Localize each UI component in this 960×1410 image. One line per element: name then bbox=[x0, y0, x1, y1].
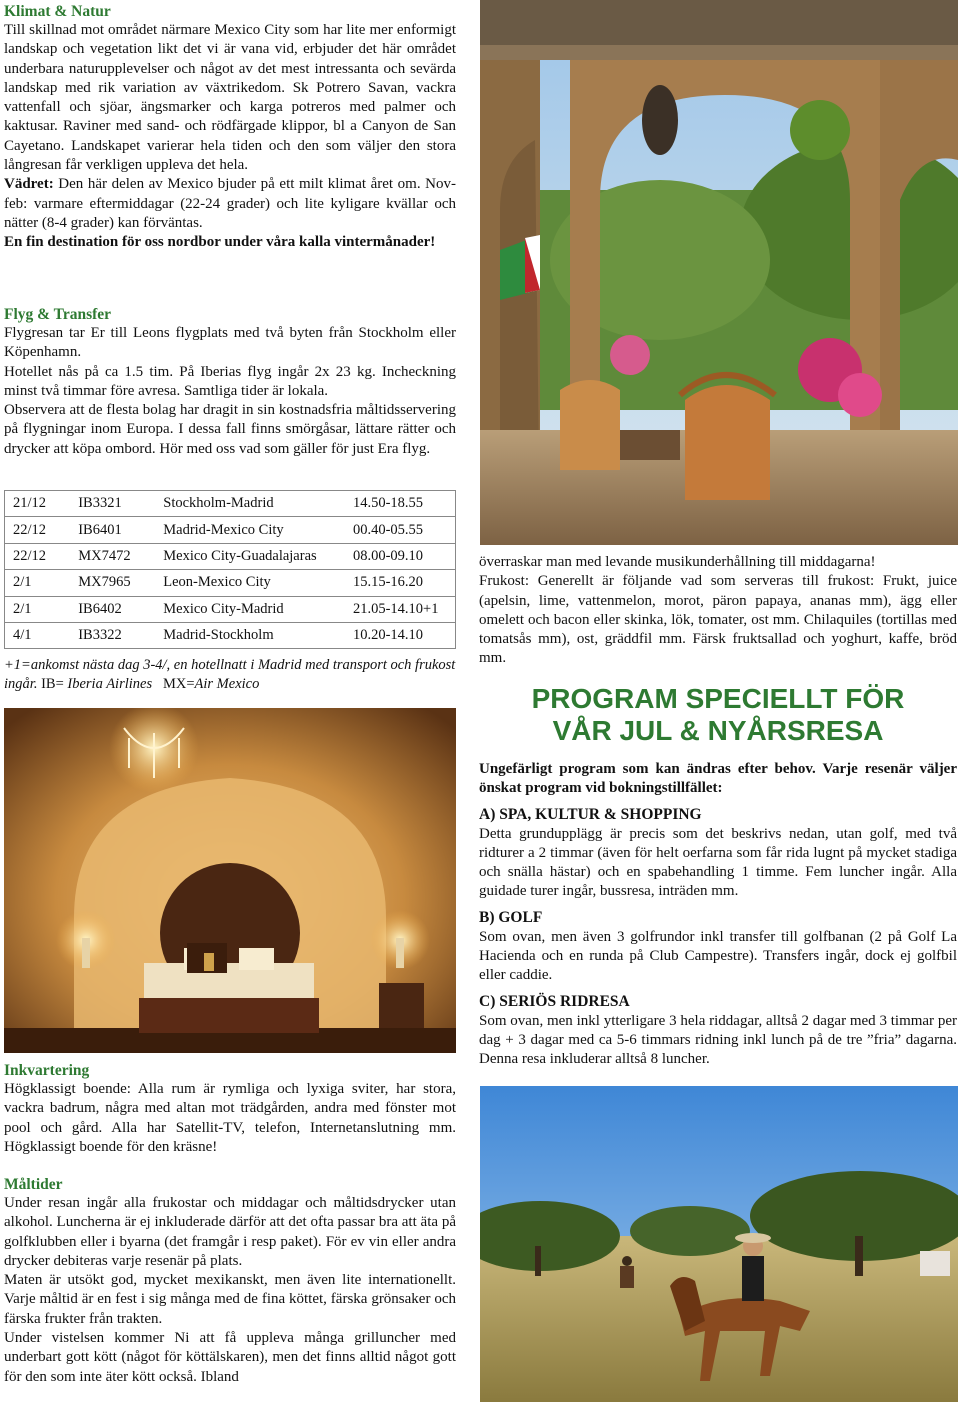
flight-route-cell: Mexico City-Guadalajaras bbox=[155, 543, 345, 569]
flights-p3: Observera att de flesta bolag har dragit in sin kostnadsfria måltidsservering på flygningar inom Europa. I dessa fall finns smörgåsar, lättare rätter och drycker att köpa ombord. Hör med oss vad som gäller för just Era flyg. bbox=[4, 402, 456, 457]
program-intro: Ungefärligt program som kan ändras efter behov. Varje resenär väljer önskat program vid bokningstillfället: bbox=[479, 761, 957, 797]
hotel-room-photo bbox=[4, 708, 456, 1053]
flight-time-cell: 21.05-14.10+1 bbox=[345, 596, 456, 622]
meals-p1: Under resan ingår alla frukostar och middagar och måltidsdrycker utan alkohol. Luncherna är ej inkluderade därför att det ofta passar bra att äta på golfklubben eller i byarna (det framgår i resp paket). För ev vin eller andra drycker debiteras varje resenär på plats. bbox=[4, 1195, 456, 1269]
meals-p3: Under vistelsen kommer Ni att få uppleva många grilluncher med underbart gott kött (något för köttälskaren), men det finns alltid något gott för den som inte äter kött också. Ibland bbox=[4, 1330, 456, 1385]
flight-date-cell: 2/1 bbox=[5, 596, 71, 622]
flight-table bbox=[4, 490, 456, 649]
program-title-line-1: PROGRAM SPECIELLT FÖR bbox=[531, 683, 905, 714]
climate-body: Till skillnad mot området närmare Mexico City som har lite mer enformigt landskap och vegetation likt det vi är vana vid, erbjuder det här området underbara naturupplevelser och något av det mest intressanta och sevärda landskap med rik variation av växtrikedom. Sk Potrero Savan, vackra vattenfall och sjöar, ängsmarker och karga potreros med palmer och kaktusar. Raviner med sand- och rödfärgade klippor, bl a Canyon de San Cayetano. Landskapet varierar hela tiden och den som väljer den stora långresan får verkligen uppleva det hela. bbox=[4, 22, 456, 174]
flight-row bbox=[5, 570, 456, 596]
flight-note-text: +1=ankomst nästa dag 3-4/, en hotellnatt i Madrid med transport och frukost ingår. IB= Iberia Airlines MX=Air Mexico bbox=[4, 657, 456, 693]
flights-p2: Hotellet nås på ca 1.5 tim. På Iberias flyg ingår 2x 23 kg. Incheckning minst två timmar före avresa. Samtliga tider är lokala. bbox=[4, 363, 456, 399]
flight-number-cell: MX7472 bbox=[70, 543, 155, 569]
flight-route-cell: Madrid-Mexico City bbox=[155, 517, 345, 543]
meals-p2: Maten är utsökt god, mycket mexikanskt, men även lite internationellt. Varje måltid är en fest i sig många med de fina köttet, färska grönsaker och färska frukter från trakten. bbox=[4, 1272, 456, 1327]
option-a-heading: A) SPA, KULTUR & SHOPPING bbox=[479, 805, 702, 823]
flight-time-cell: 08.00-09.10 bbox=[345, 543, 456, 569]
option-a-body: Detta grundupplägg är precis som det beskrivs nedan, utan golf, med två ridturer a 2 timmar (även för helt oerfarna som får rida lugnt på mycket stadiga och snälla hästar) och en spabehandling 1 timme. Fem luncher ingår. Alla guidade turer ingår, bussresa, inträden mm. bbox=[479, 825, 957, 900]
weather-label: Vädret: bbox=[4, 176, 54, 193]
flight-row bbox=[5, 622, 456, 648]
climate-section bbox=[4, 2, 456, 253]
flights-p1: Flygresan tar Er till Leons flygplats med två byten från Stockholm eller Köpenhamn. bbox=[4, 325, 456, 361]
meals-heading: Måltider bbox=[4, 1176, 63, 1193]
program-title-line-2: VÅR JUL & NYÅRSRESA bbox=[552, 715, 884, 746]
lodging-body: Högklassigt boende: Alla rum är rymliga och lyxiga sviter, har stora, vackra badrum, några med altan mot trädgården, andra med fönster mot pool och gård. Alla har Satellit-TV, telefon, Internetanslutning mm. Högklassigt boende för den kräsne! bbox=[4, 1081, 456, 1155]
program-title-block bbox=[479, 683, 957, 747]
hacienda-terrace-photo bbox=[480, 0, 958, 545]
flight-route-cell: Madrid-Stockholm bbox=[155, 622, 345, 648]
flight-date-cell: 22/12 bbox=[5, 543, 71, 569]
option-c-body: Som ovan, men inkl ytterligare 3 hela riddagar, alltså 2 dagar med 3 timmar per dag + 3 dagar med ca 5-6 timmars ridning inkl lunch på de tre ”fria” dagarna. Denna resa inkluderar alltså 8 luncher. bbox=[479, 1012, 957, 1068]
flight-route-cell: Leon-Mexico City bbox=[155, 570, 345, 596]
flight-date-cell: 21/12 bbox=[5, 491, 71, 517]
climate-closing: En fin destination för oss nordbor under våra kalla vintermånader! bbox=[4, 234, 436, 251]
flights-heading: Flyg & Transfer bbox=[4, 306, 112, 323]
flight-time-cell: 15.15-16.20 bbox=[345, 570, 456, 596]
flight-number-cell: IB3322 bbox=[70, 622, 155, 648]
flight-number-cell: MX7965 bbox=[70, 570, 155, 596]
flight-date-cell: 2/1 bbox=[5, 570, 71, 596]
flight-time-cell: 14.50-18.55 bbox=[345, 491, 456, 517]
flight-row bbox=[5, 517, 456, 543]
flight-number-cell: IB6402 bbox=[70, 596, 155, 622]
option-c-heading: C) SERIÖS RIDRESA bbox=[479, 992, 630, 1010]
option-b-body: Som ovan, men även 3 golfrundor inkl transfer till golfbanan (2 på Golf La Hacienda och en runda på Club Campestre). Transfers ingår, dock ej golfbil eller caddie. bbox=[479, 928, 957, 984]
horse-riding-photo bbox=[480, 1086, 958, 1402]
flights-section bbox=[4, 305, 456, 459]
flight-number-cell: IB3321 bbox=[70, 491, 155, 517]
meals-continuation bbox=[479, 553, 957, 669]
flight-row bbox=[5, 543, 456, 569]
weather-paragraph bbox=[4, 175, 456, 233]
flight-time-cell: 10.20-14.10 bbox=[345, 622, 456, 648]
lodging-heading: Inkvartering bbox=[4, 1062, 90, 1079]
flight-route-cell: Mexico City-Madrid bbox=[155, 596, 345, 622]
program-section bbox=[479, 760, 957, 1070]
lodging-section bbox=[4, 1061, 456, 1157]
breakfast-paragraph: Frukost: Generellt är följande vad som serveras till frukost: Frukt, juice (apelsin, lime, vattenmelon, morot, päron papaya, ananas mm), ägg eller omelett och bacon eller skinka, lök, tomater, ost mm. Chilaquiles (tortillas med tomatsås mm), ost, gräddfil mm. Färsk fruktsallad och yoghurt, kaffe, bröd mm. bbox=[479, 573, 957, 667]
meals-continuation-1: överraskar man med levande musikunderhållning till middagarna! bbox=[479, 554, 876, 570]
flight-route-cell: Stockholm-Madrid bbox=[155, 491, 345, 517]
option-b-heading: B) GOLF bbox=[479, 908, 543, 926]
flight-row bbox=[5, 596, 456, 622]
flight-table-wrap bbox=[4, 490, 456, 649]
meals-section bbox=[4, 1175, 456, 1387]
flight-number-cell: IB6401 bbox=[70, 517, 155, 543]
flight-note bbox=[4, 656, 456, 695]
flight-time-cell: 00.40-05.55 bbox=[345, 517, 456, 543]
flight-row bbox=[5, 491, 456, 517]
flight-date-cell: 22/12 bbox=[5, 517, 71, 543]
weather-text: Den här delen av Mexico bjuder på ett milt klimat året om. Nov-feb: varmare eftermiddagar (22-24 grader) och lite kyligare kvällar och nätter (8-4 grader) kan förväntas. bbox=[4, 176, 456, 231]
flight-date-cell: 4/1 bbox=[5, 622, 71, 648]
climate-heading: Klimat & Natur bbox=[4, 3, 111, 20]
